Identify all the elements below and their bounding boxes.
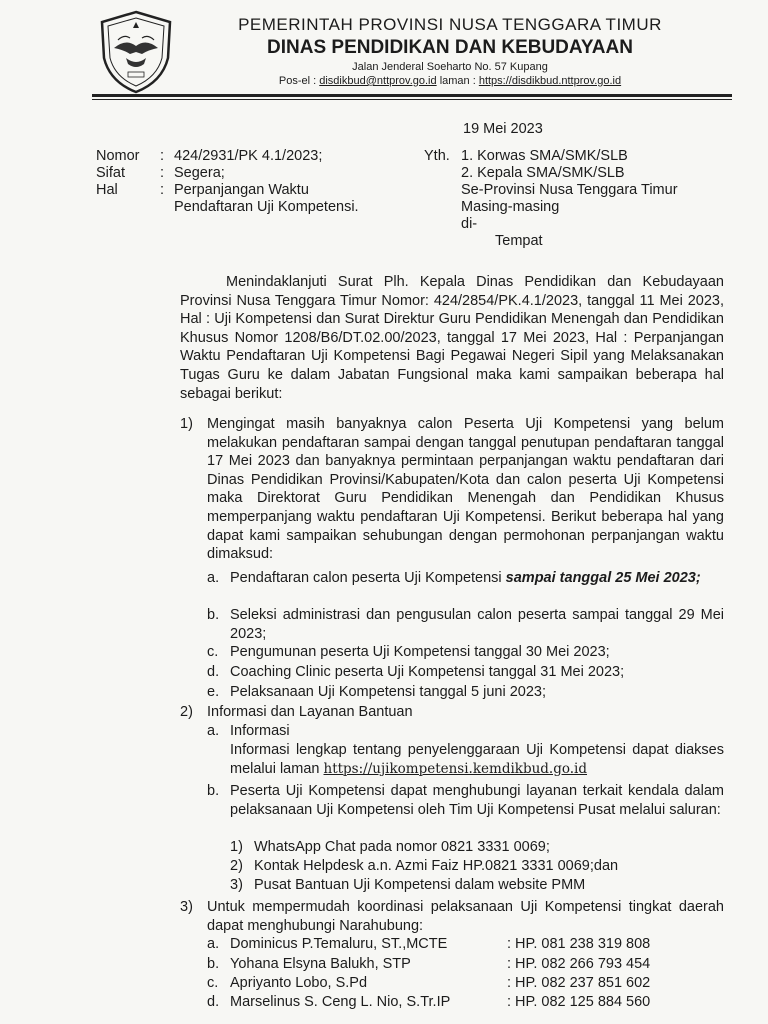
point3-text: Untuk mempermudah koordinasi pelaksanaan Uji Kompetensi tingkat daerah dapat menghubungi Narahubung: xyxy=(207,899,724,934)
meta-sep: : xyxy=(160,148,165,164)
sub-label: b. xyxy=(207,783,220,799)
recipient-line: Masing-masing xyxy=(461,199,560,215)
contact-label: d. xyxy=(207,994,220,1010)
letterhead-contact xyxy=(190,74,710,88)
contact-name: Dominicus P.Temaluru, ST.,MCTE xyxy=(230,936,448,952)
sub-label: c. xyxy=(207,644,219,660)
contact-email[interactable]: disdikbud@nttprov.go.id xyxy=(319,75,437,87)
contact-name: Marselinus S. Ceng L. Nio, S.Tr.IP xyxy=(230,994,451,1010)
point2-a-text xyxy=(230,741,724,778)
channel-number: 1) xyxy=(230,839,243,855)
meta-value-hal-line2: Pendaftaran Uji Kompetensi. xyxy=(174,199,359,215)
contact-web-label: laman : xyxy=(439,75,476,87)
channel-number: 3) xyxy=(230,877,243,893)
contact-label: b. xyxy=(207,956,220,972)
channel-text: WhatsApp Chat pada nomor 0821 3331 0069; xyxy=(254,839,550,855)
letterhead-government: PEMERINTAH PROVINSI NUSA TENGGARA TIMUR xyxy=(238,15,662,34)
point2-a-plain: Informasi lengkap tentang penyelenggaraan Uji Kompetensi dapat diakses melalui laman xyxy=(230,742,724,777)
letterhead-rule-thin xyxy=(92,99,732,100)
intro-paragraph: Menindaklanjuti Surat Plh. Kepala Dinas Pendidikan dan Kebudayaan Provinsi Nusa Tenggara Timur Nomor: 424/2854/PK.4.1/2023, tanggal 11 Mei 2023, Hal : Uji Kompetensi dan Surat Direktur Guru Pendidikan Menengah dan Pendidikan Khusus Nomor 1208/B6/DT.02.00/2023, tanggal 17 Mei 2023, Hal : Perpanjangan Waktu Pendaftaran Uji Kompetensi Bagi Pegawai Negeri Sipil yang Melaksanakan Tugas Guru ke dalam Jabatan Fungsional maka kami sampaikan beberapa hal sebagai berikut: xyxy=(180,274,724,402)
meta-sep: : xyxy=(160,165,165,181)
letterhead-address: Jalan Jenderal Soeharto No. 57 Kupang xyxy=(352,61,548,73)
contact-website[interactable]: https://disdikbud.nttprov.go.id xyxy=(478,75,622,87)
recipient-line: Se-Provinsi Nusa Tenggara Timur xyxy=(461,182,678,198)
letterhead-rule-thick xyxy=(92,94,732,97)
point1-b-text: Seleksi administrasi dan pengusulan calon peserta sampai tanggal 29 Mei 2023; xyxy=(230,607,724,642)
letterhead xyxy=(190,14,710,88)
contact-phone: : HP. 081 238 319 808 xyxy=(507,936,651,952)
recipient-yth: Yth. xyxy=(424,148,450,164)
meta-value-nomor: 424/2931/PK 4.1/2023; xyxy=(174,148,323,164)
point2-b-text: Peserta Uji Kompetensi dapat menghubungi layanan terkait kendala dalam pelaksanaan Uji Kompetensi oleh Tim Uji Kompetensi Pusat melalui saluran: xyxy=(230,783,724,818)
meta-label-nomor: Nomor xyxy=(96,148,140,164)
point2-a-title: Informasi xyxy=(230,723,290,739)
meta-value-sifat: Segera; xyxy=(174,165,225,181)
recipient-line: 2. Kepala SMA/SMK/SLB xyxy=(461,165,625,181)
contact-phone: : HP. 082 125 884 560 xyxy=(507,994,651,1010)
channel-number: 2) xyxy=(230,858,243,874)
point1-text: Mengingat masih banyaknya calon Peserta Uji Kompetensi yang belum melakukan pendaftaran sampai dengan tanggal penutupan pendaftaran tanggal 17 Mei 2023 dan banyaknya permintaan perpanjangan waktu pendaftaran dari Dinas Pendidikan Provinsi/Kabupaten/Kota dan calon peserta Uji Kompetensi maka Direktorat Guru Pendidikan Menengah dan Pendidikan Khusus memperpanjang waktu pendaftaran Uji Kompetensi. Berikut beberapa hal yang dapat kami sampaikan sehubungan dengan permohonan perpanjangan waktu dimaksud: xyxy=(207,416,724,563)
sub-label: a. xyxy=(207,723,220,739)
channel-text: Pusat Bantuan Uji Kompetensi dalam website PMM xyxy=(254,877,586,893)
point1-e-text: Pelaksanaan Uji Kompetensi tanggal 5 juni 2023; xyxy=(230,684,546,700)
point2-title: Informasi dan Layanan Bantuan xyxy=(207,704,413,720)
contact-label: a. xyxy=(207,936,220,952)
point-number: 1) xyxy=(180,416,193,432)
point-number: 3) xyxy=(180,899,193,915)
ujikom-link[interactable]: https://ujikompetensi.kemdikbud.go.id xyxy=(323,760,588,777)
meta-label-sifat: Sifat xyxy=(96,165,126,181)
sub-label: d. xyxy=(207,664,220,680)
sub-label: e. xyxy=(207,684,220,700)
point1-d-text: Coaching Clinic peserta Uji Kompetensi tanggal 31 Mei 2023; xyxy=(230,664,625,680)
point1-a-bold: sampai tanggal 25 Mei 2023; xyxy=(505,570,701,586)
channel-text: Kontak Helpdesk a.n. Azmi Faiz HP.0821 3331 0069;dan xyxy=(254,858,619,874)
provincial-seal-logo xyxy=(96,8,176,96)
meta-value-hal: Perpanjangan Waktu xyxy=(174,182,309,198)
point1-a-text xyxy=(230,569,724,588)
recipient-line: di- xyxy=(461,216,478,232)
letter-date: 19 Mei 2023 xyxy=(463,121,543,137)
recipient-line: Tempat xyxy=(495,233,543,249)
contact-label: c. xyxy=(207,975,219,991)
contact-name: Yohana Elsyna Balukh, STP xyxy=(230,956,411,972)
contact-email-label: Pos-el : xyxy=(278,75,317,87)
letterhead-agency: DINAS PENDIDIKAN DAN KEBUDAYAAN xyxy=(267,37,633,58)
contact-phone: : HP. 082 237 851 602 xyxy=(507,975,651,991)
meta-sep: : xyxy=(160,182,165,198)
point-number: 2) xyxy=(180,704,193,720)
recipient-line: 1. Korwas SMA/SMK/SLB xyxy=(461,148,628,164)
contact-name: Apriyanto Lobo, S.Pd xyxy=(230,975,368,991)
sub-label: a. xyxy=(207,570,220,586)
meta-label-hal: Hal xyxy=(96,182,118,198)
point1-a-plain: Pendaftaran calon peserta Uji Kompetensi xyxy=(230,570,506,586)
sub-label: b. xyxy=(207,607,220,623)
point1-c-text: Pengumunan peserta Uji Kompetensi tanggal 30 Mei 2023; xyxy=(230,644,610,660)
contact-phone: : HP. 082 266 793 454 xyxy=(507,956,651,972)
